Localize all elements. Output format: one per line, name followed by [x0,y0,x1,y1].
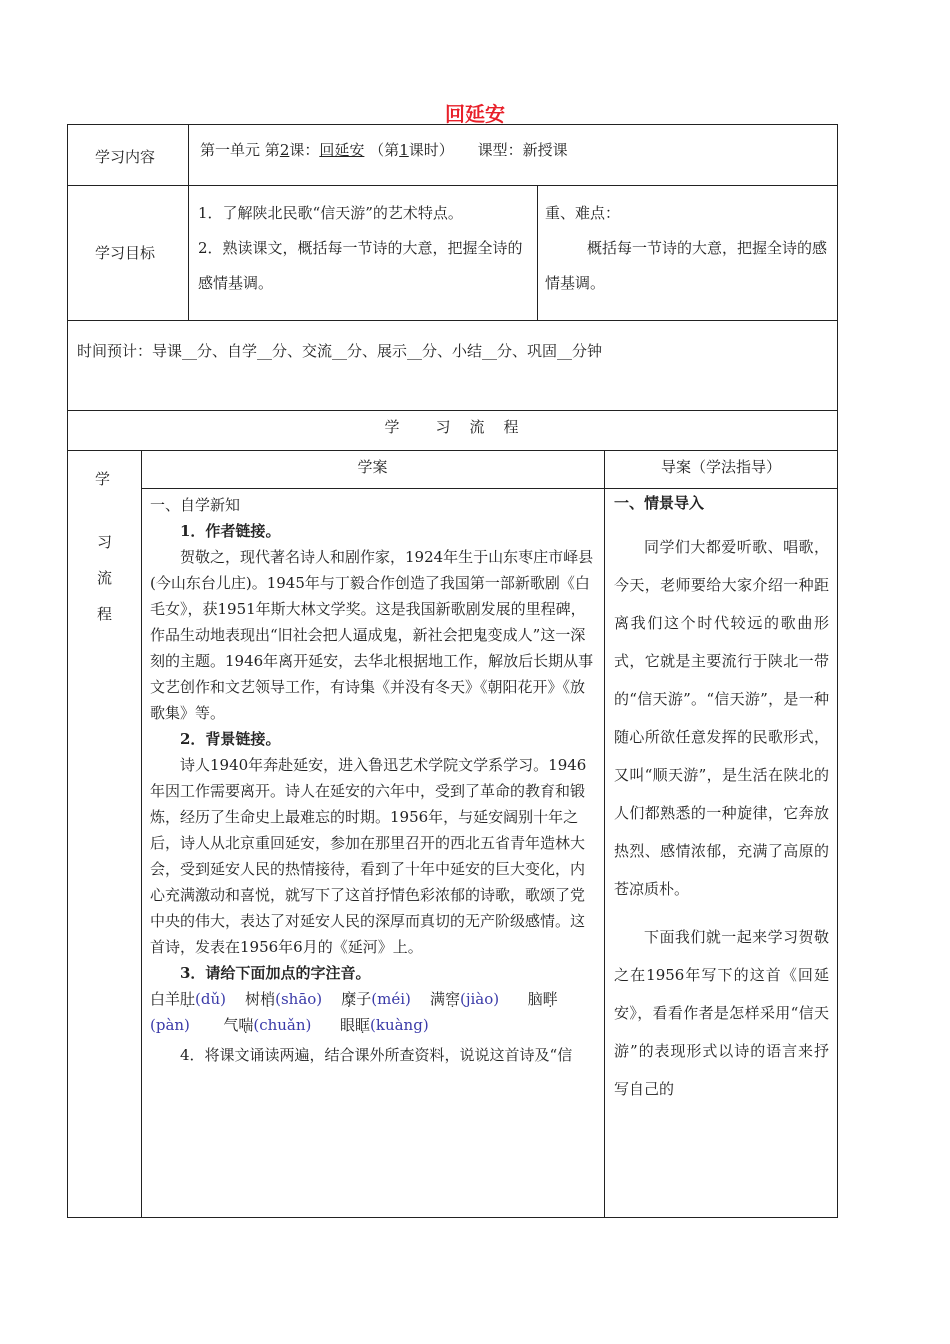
pinyin-item: 树梢 .(shāo) [245,990,322,1008]
reading-task-text: 4．将课文诵读两遍，结合课外所查资料，说说这首诗及“信 [180,1046,573,1064]
unit-name: 第一单元 [200,141,261,159]
pinyin-item: 眼眶 .(kuàng) [340,1016,429,1034]
side-label-3: 流 [97,569,113,587]
side-label-1: 学 [95,470,111,488]
pinyin-item: 气喘 .(chuǎn) [223,1016,311,1034]
content-info: 第一单元 第2课：回延安 （第1课时） 课型：新授课 [200,141,568,159]
guide-section-title: 一、情景导入 [614,494,705,512]
goals-label: 学习目标 [95,244,156,262]
flow-header: 学 习 流 程 [384,418,521,436]
plan-header: 学案 [357,458,388,476]
background-link-title: 2．背景链接。 [180,730,281,748]
guide-paragraph-1: 同学们大都爱听歌、唱歌，今天，老师要给大家介绍一种距离我们这个时代较远的歌曲形式，它就是主要流行于陕北一带的“信天游”。“信天游”，是一种随心所欲任意发挥的民歌形式，又叫“顺天游”，是生活在陕北的人们都熟悉的一种旋律，它奔放热烈、感情浓郁，充满了高原的苍凉质朴。 [614,538,829,898]
lesson-type: 课型：新授课 [477,141,568,159]
lesson-number: 2 [279,141,290,159]
key-points-label: 重、难点： [545,204,621,222]
guide-paragraph-2: 下面我们就一起来学习贺敬之在1956年写下的这首《回延安》，看看作者是怎样采用“信天游”的表现形式以诗的语言来抒写自己的 [614,928,829,1098]
pinyin-item: 白羊肚 .(dǔ) [150,990,226,1008]
goal-item: 2．熟读课文，概括每一节诗的大意，把握全诗的感情基调。 [198,239,523,292]
guide-header: 导案（学法指导） [660,458,781,476]
key-points-text: 概括每一节诗的大意，把握全诗的感情基调。 [545,239,828,292]
side-label-2: 习 [97,533,113,551]
side-label-4: 程 [97,605,113,623]
plan-section-title: 一、自学新知 [150,496,241,514]
time-estimate: 时间预计：导课__分、自学__分、交流__分、展示__分、小结__分、巩固__分钟 [77,342,603,360]
goals-list [198,196,530,301]
period-number: 1 [399,141,409,159]
background-link-text: 诗人1940年奔赴延安，进入鲁迅艺术学院文学系学习。1946年因工作需要离开。诗人在延安的六年中，受到了革命的教育和锻炼，经历了生命史上最难忘的时期。1956年，与延安阔别十年之后，诗人从北京重回延安，参加在那里召开的西北五省青年造林大会，受到延安人民的热情接待，看到了十年中延安的巨大变化，内心充满激动和喜悦，就写下了这首抒情色彩浓郁的诗歌，歌颂了党中央的伟大，表达了对延安人民的深厚而真切的无产阶级感情。这首诗，发表在1956年6月的《延河》上。 [150,756,587,956]
pinyin-item: 脑畔 .(pàn) [150,990,558,1034]
goal-item: 1．了解陕北民歌“信天游”的艺术特点。 [198,204,463,222]
lesson-title: 回延安 [319,141,365,159]
author-link-title: 1．作者链接。 [180,522,281,540]
pinyin-task-title: 3．请给下面加点的字注音。 [180,964,371,982]
guide-content [614,492,829,1108]
pinyin-item: 糜 .子(méi) [341,990,411,1008]
content-label: 学习内容 [95,148,156,166]
author-link-text: 贺敬之，现代著名诗人和剧作家，1924年生于山东枣庄市峄县(今山东台儿庄)。1945年与丁毅合作创造了我国第一部新歌剧《白毛女》，获1951年斯大林文学奖。这是我国新歌剧发展的里程碑，作品生动地表现出“旧社会把人逼成鬼，新社会把鬼变成人”这一深刻的主题。1946年离开延安，去华北根据地工作，解放后长期从事文艺创作和文艺领导工作，有诗集《并没有冬天》《朝阳花开》《放歌集》等。 [150,548,594,722]
page-title: 回延安 [445,102,505,126]
plan-content [150,492,595,1068]
pinyin-list [150,986,595,1038]
pinyin-item: 满窖 .(jiào) [430,990,499,1008]
